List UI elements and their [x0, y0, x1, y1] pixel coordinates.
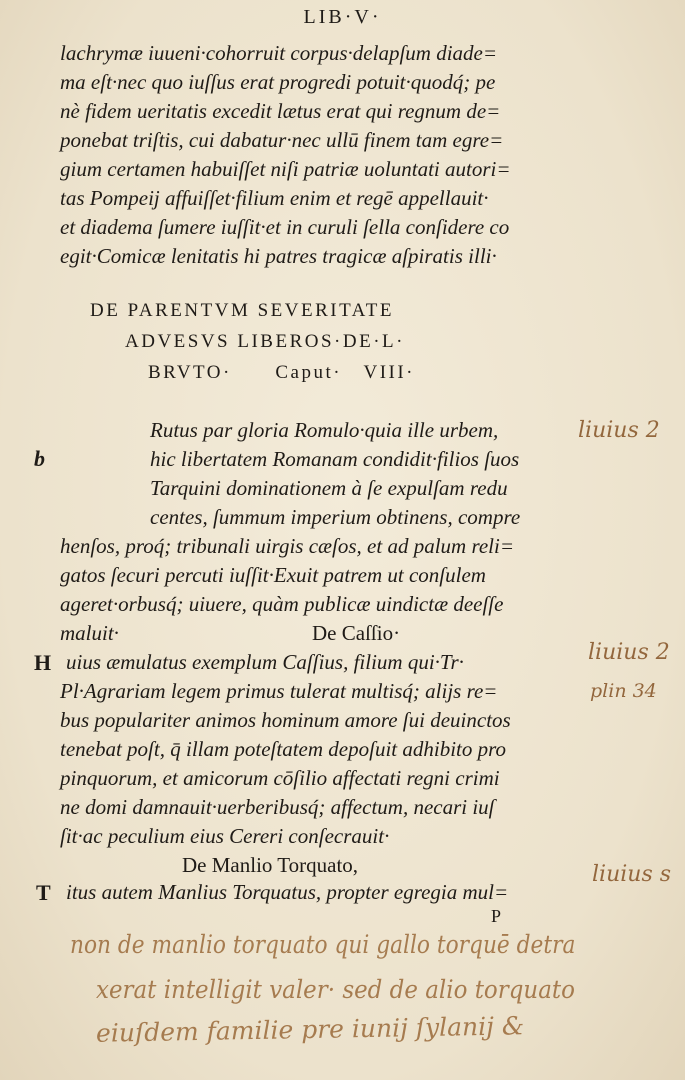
text-line: itus autem Manlius Torquatus, propter egregia mul=	[66, 880, 509, 904]
subheading-manlio: De Manlio Torquato,	[182, 853, 359, 877]
text-line: Tarquini dominationem à ſe expulſam redu	[150, 476, 508, 500]
text-line: henſos, proq́; tribunali uirgis cæſos, et ad palum reli=	[60, 534, 515, 558]
signature-mark: P	[491, 906, 502, 926]
initial-letter: T	[36, 880, 51, 905]
text-line: lachrymæ iuueni·cohorruit corpus·delapſum diade=	[60, 41, 498, 65]
text-line: bus populariter animos hominum amore ſui deuinctos	[60, 708, 511, 732]
text-line: ſit·ac peculium eius Cereri conſecrauit·	[60, 824, 390, 848]
text-line: gium certamen habuiſſet niſi patriæ uoluntati autori=	[60, 157, 511, 181]
subheading-cassio: De Caſſio·	[312, 621, 401, 645]
margin-note: liuius 2	[588, 640, 670, 665]
initial-letter: H	[34, 650, 52, 675]
handwritten-footnote-line: eiuſdem familie pre iunij ſylanij &	[95, 1011, 525, 1048]
text-line: ne domi damnauit·uerberibusq́; affectum, necari iuſ	[60, 795, 495, 819]
marginal-initial: b	[34, 446, 45, 471]
running-head: LIB·V·	[303, 6, 382, 28]
text-line: ma eſt·nec quo iuſſus erat progredi potuit·quodq́; pe	[60, 70, 496, 94]
text-line: Pl·Agrariam legem primus tulerat multisq́; alijs re=	[60, 679, 498, 703]
margin-note: plin 34	[590, 680, 657, 702]
text-line: egit·Comicæ lenitatis hi patres tragicæ aſpiratis illi·	[60, 244, 497, 268]
margin-note: liuius 2	[578, 418, 660, 443]
margin-note: liuius s	[592, 862, 672, 887]
heading-line: ADVESVS LIBEROS·DE·L·	[125, 331, 405, 352]
text-line: Rutus par gloria Romulo·quia ille urbem,	[150, 418, 499, 442]
text-line: maluit·	[60, 621, 119, 645]
text-line: tenebat poſt, q̄ illam poteſtatem depoſuit adhibito pro	[60, 737, 507, 761]
handwritten-footnote-line: xerat intelligit valer· sed de alio torquato	[96, 975, 575, 1004]
text-line: hic libertatem Romanam condidit·filios ſuos	[150, 447, 520, 471]
text-line: uius æmulatus exemplum Caſſius, filium qui·Tr·	[66, 650, 464, 674]
heading-line: BRVTO· Caput· VIII·	[148, 362, 416, 383]
text-line: tas Pompeij affuiſſet·filium enim et regē appellauit·	[60, 186, 489, 210]
text-line: pinquorum, et amicorum cōſilio affectati regni crimi	[60, 766, 500, 790]
text-line: nè fidem ueritatis excedit lætus erat qui regnum de=	[60, 99, 501, 123]
text-line: gatos ſecuri percuti iuſſit·Exuit patrem ut conſulem	[60, 563, 486, 587]
handwritten-footnote-line: non de manlio torquato qui gallo torquē detra	[70, 930, 576, 959]
text-line: ponebat triſtis, cui dabatur·nec ullū finem tam egre=	[60, 128, 504, 152]
heading-line: DE PARENTVM SEVERITATE	[90, 300, 395, 321]
text-line: et diadema ſumere iuſſit·et in curuli ſella conſidere co	[60, 215, 510, 239]
text-line: centes, ſummum imperium obtinens, compre	[150, 505, 521, 529]
text-line: ageret·orbusq́; uiuere, quàm publicæ uindictæ deeſſe	[60, 592, 504, 616]
